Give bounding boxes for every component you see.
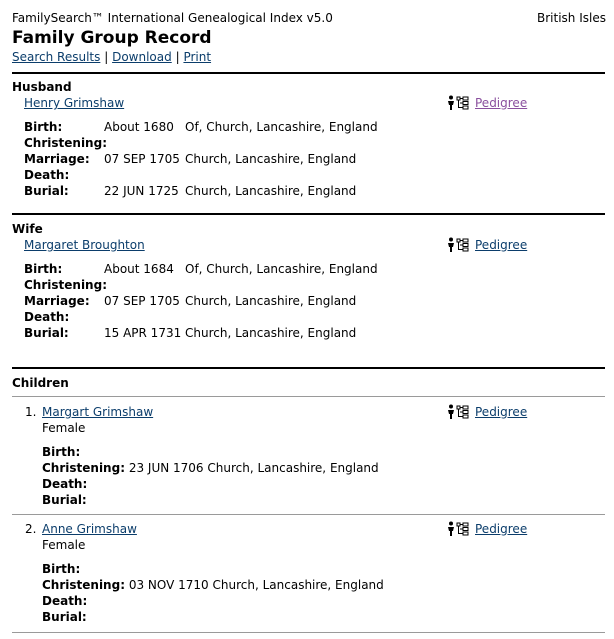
wife-section-label: Wife — [12, 222, 43, 236]
wife-marriage-place: Church, Lancashire, England — [185, 294, 357, 308]
child-name-link[interactable]: Margart Grimshaw — [42, 405, 154, 419]
child-pedigree-link[interactable]: Pedigree — [475, 522, 528, 536]
burial-label: Burial: — [24, 326, 69, 340]
divider — [12, 213, 605, 215]
christening-label: Christening: — [24, 136, 107, 150]
pedigree-chart-icon[interactable] — [446, 237, 470, 253]
app-title: FamilySearch™ International Genealogical Index v5.0 — [12, 11, 333, 25]
wife-name-link[interactable]: Margaret Broughton — [24, 238, 145, 252]
husband-name-link[interactable]: Henry Grimshaw — [24, 96, 125, 110]
birth-label: Birth: — [24, 262, 63, 276]
husband-marriage-date: 07 SEP 1705 — [104, 152, 180, 166]
download-link[interactable]: Download — [112, 50, 172, 64]
pedigree-chart-icon[interactable] — [446, 521, 470, 537]
divider — [12, 514, 605, 515]
husband-birth-date: About 1680 — [104, 120, 174, 134]
child-number: 1. — [25, 405, 37, 419]
child-christening-value: 03 NOV 1710 Church, Lancashire, England — [128, 578, 384, 592]
husband-marriage-place: Church, Lancashire, England — [185, 152, 357, 166]
divider — [12, 367, 605, 369]
pedigree-chart-icon[interactable] — [446, 404, 470, 420]
nav-separator: | — [104, 50, 109, 64]
birth-label: Birth: — [42, 445, 81, 459]
christening-label: Christening: — [42, 461, 125, 475]
death-label: Death: — [24, 310, 70, 324]
death-label: Death: — [42, 594, 88, 608]
nav-links — [12, 50, 211, 64]
burial-label: Burial: — [42, 610, 87, 624]
divider — [12, 72, 605, 74]
birth-label: Birth: — [42, 562, 81, 576]
wife-birth-date: About 1684 — [104, 262, 174, 276]
region-label: British Isles — [537, 11, 606, 25]
wife-birth-place: Of, Church, Lancashire, England — [185, 262, 378, 276]
wife-pedigree-link[interactable]: Pedigree — [475, 238, 528, 252]
child-sex: Female — [42, 421, 86, 435]
pedigree-chart-icon[interactable] — [446, 95, 470, 111]
husband-section-label: Husband — [12, 80, 72, 94]
marriage-label: Marriage: — [24, 294, 90, 308]
page-title: Family Group Record — [12, 28, 212, 48]
child-number: 2. — [25, 522, 37, 536]
christening-label: Christening: — [24, 278, 107, 292]
husband-pedigree-link[interactable]: Pedigree — [475, 96, 528, 110]
marriage-label: Marriage: — [24, 152, 90, 166]
wife-burial-place: Church, Lancashire, England — [185, 326, 357, 340]
husband-burial-place: Church, Lancashire, England — [185, 184, 357, 198]
nav-separator: | — [175, 50, 180, 64]
print-link[interactable]: Print — [183, 50, 212, 64]
child-christening-value: 23 JUN 1706 Church, Lancashire, England — [128, 461, 379, 475]
burial-label: Burial: — [24, 184, 69, 198]
husband-birth-place: Of, Church, Lancashire, England — [185, 120, 378, 134]
christening-row — [42, 461, 379, 475]
death-label: Death: — [42, 477, 88, 491]
search-results-link[interactable]: Search Results — [12, 50, 101, 64]
divider — [12, 396, 605, 397]
christening-label: Christening: — [42, 578, 125, 592]
husband-burial-date: 22 JUN 1725 — [104, 184, 179, 198]
wife-burial-date: 15 APR 1731 — [104, 326, 182, 340]
birth-label: Birth: — [24, 120, 63, 134]
children-section-label: Children — [12, 376, 69, 390]
child-pedigree-link[interactable]: Pedigree — [475, 405, 528, 419]
child-sex: Female — [42, 538, 86, 552]
christening-row — [42, 578, 384, 592]
child-name-link[interactable]: Anne Grimshaw — [42, 522, 137, 536]
burial-label: Burial: — [42, 493, 87, 507]
wife-marriage-date: 07 SEP 1705 — [104, 294, 180, 308]
divider — [12, 632, 605, 633]
death-label: Death: — [24, 168, 70, 182]
